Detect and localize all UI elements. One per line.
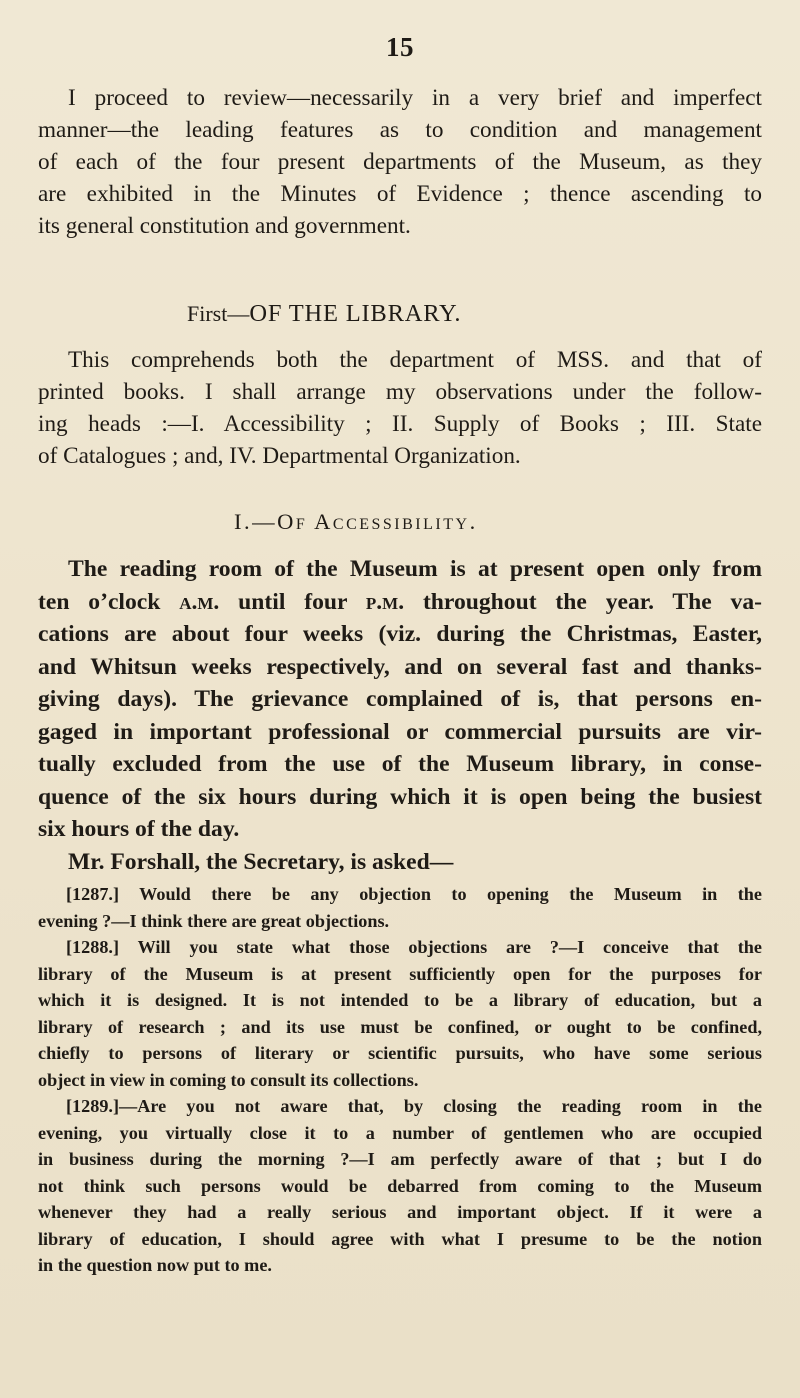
intro-line: of each of the four present departments of the Museum, as they	[38, 149, 762, 175]
evidence-block	[38, 881, 762, 1279]
library-intro-line: ing heads :—I. Accessibility ; II. Supply of Books ; III. State	[38, 411, 762, 437]
accessibility-line-with-times: ten o’clock a.m. until four p.m. throughout the year. The va-	[38, 588, 762, 615]
library-intro-line: of Catalogues ; and, IV. Departmental Organization.	[38, 443, 521, 469]
evidence-line: whenever they had a really serious and important object. If it were a	[38, 1202, 762, 1222]
intro-line: I proceed to review—necessarily in a very brief and imperfect	[68, 85, 762, 111]
section-heading	[38, 298, 762, 330]
intro-line: are exhibited in the Minutes of Evidence ; thence ascending to	[38, 181, 762, 207]
accessibility-line: gaged in important professional or commercial pursuits are vir-	[38, 718, 762, 745]
evidence-line: evening, you virtually close it to a number of gentlemen who are occupied	[38, 1122, 762, 1143]
accessibility-line: and Whitsun weeks respectively, and on several fast and thanks-	[38, 653, 762, 680]
evidence-line: chiefly to persons of literary or scientific pursuits, who have some serious	[38, 1043, 762, 1063]
library-intro-paragraph	[38, 344, 762, 472]
intro-line: its general constitution and government.	[38, 213, 411, 239]
intro-line: manner—the leading features as to condition and management	[38, 117, 762, 143]
evidence-line: evening ?—I think there are great objections.	[38, 910, 390, 931]
evidence-line: which it is designed. It is not intended to be a library of education, but a	[38, 990, 762, 1010]
page-number: 15	[386, 32, 414, 62]
evidence-line: library of research ; and its use must be confined, or ought to be confined,	[38, 1016, 762, 1037]
section-heading-lead: First—	[187, 301, 250, 326]
time-am: a.m.	[179, 588, 220, 615]
evidence-question-1288	[38, 934, 762, 1093]
accessibility-line: giving days). The grievance complained of is, that persons en-	[38, 686, 762, 712]
library-intro-line: printed books. I shall arrange my observations under the follow-	[38, 379, 762, 405]
evidence-line: library of the Museum is at present sufficiently open for the purposes for	[38, 963, 762, 984]
accessibility-line: The reading room of the Museum is at present open only from	[68, 556, 762, 582]
accessibility-line: six hours of the day.	[38, 816, 240, 842]
accessibility-line: cations are about four weeks (viz. during the Christmas, Easter,	[38, 621, 762, 647]
page-content	[38, 82, 762, 1279]
time-pm: p.m.	[365, 588, 405, 615]
evidence-line: [1288.] Will you state what those objections are ?—I conceive that the	[66, 937, 762, 957]
intro-paragraph	[38, 82, 762, 242]
secretary-line: Mr. Forshall, the Secretary, is asked—	[68, 848, 454, 875]
evidence-question-1289	[38, 1093, 762, 1279]
evidence-line: object in view in coming to consult its collections.	[38, 1069, 419, 1090]
subsection-heading: I.—Of Accessibility.	[234, 509, 478, 534]
evidence-question-1287	[38, 881, 762, 934]
section-heading-title: OF THE LIBRARY.	[249, 300, 462, 327]
accessibility-paragraph	[38, 553, 762, 878]
evidence-line: in the question now put to me.	[38, 1255, 272, 1275]
evidence-line: library of education, I should agree with what I presume to be the notion	[38, 1228, 762, 1249]
evidence-line: not think such persons would be debarred from coming to the Museum	[38, 1175, 762, 1196]
evidence-line: [1289.]—Are you not aware that, by closing the reading room in the	[66, 1096, 762, 1116]
evidence-line: in business during the morning ?—I am perfectly aware of that ; but I do	[38, 1149, 762, 1169]
accessibility-line: tually excluded from the use of the Museum library, in conse-	[38, 751, 762, 777]
accessibility-line: quence of the six hours during which it is open being the busiest	[38, 783, 762, 810]
evidence-line: [1287.] Would there be any objection to opening the Museum in the	[66, 884, 762, 904]
library-intro-line: This comprehends both the department of MSS. and that of	[68, 347, 762, 373]
